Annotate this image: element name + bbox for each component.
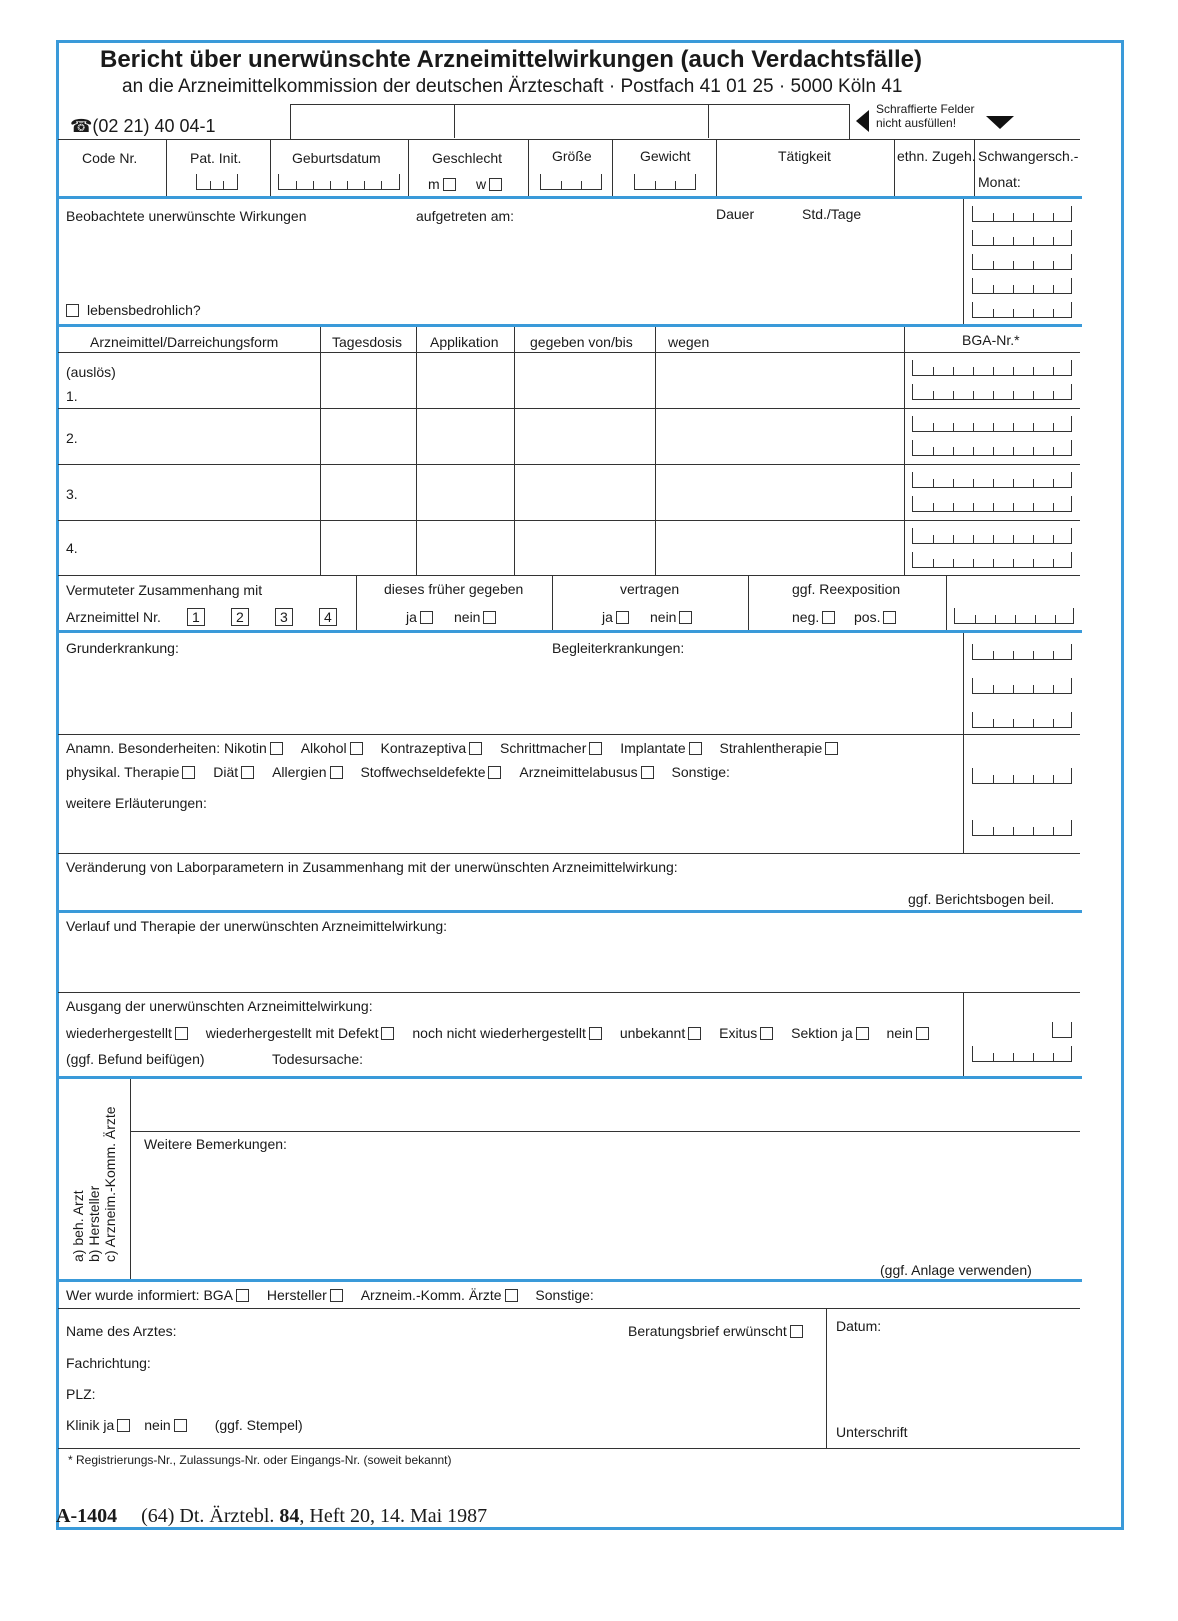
sex-label: Geschlecht bbox=[432, 150, 503, 166]
finding-label: (ggf. Befund beifügen) bbox=[66, 1051, 205, 1067]
advice-label: Beratungsbrief erwünscht bbox=[628, 1323, 803, 1339]
kontrazeptiva-checkbox[interactable] bbox=[469, 742, 482, 755]
ethnic-label: ethn. Zugeh. bbox=[897, 148, 976, 164]
height-label: Größe bbox=[552, 148, 592, 164]
course-label: Verlauf und Therapie der unerwünschten Arzneimittelwirkung: bbox=[66, 918, 448, 934]
recipient-c: c) Arzneim.-Komm. Ärzte bbox=[102, 1106, 118, 1262]
schrittmacher-checkbox[interactable] bbox=[589, 742, 602, 755]
birth-label: Geburtsdatum bbox=[292, 150, 381, 166]
implantate-checkbox[interactable] bbox=[689, 742, 702, 755]
recipient-a: a) beh. Arzt bbox=[70, 1190, 86, 1262]
bga-comb[interactable] bbox=[912, 528, 1072, 544]
signature-label: Unterschrift bbox=[836, 1424, 908, 1440]
clinic-nein-checkbox[interactable] bbox=[174, 1419, 187, 1432]
job-label: Tätigkeit bbox=[778, 148, 831, 164]
drug-nr-2[interactable]: 2 bbox=[231, 608, 249, 626]
dose-col: Tagesdosis bbox=[332, 334, 403, 350]
bga-col: BGA-Nr.* bbox=[962, 332, 1020, 348]
section-nein-checkbox[interactable] bbox=[916, 1027, 929, 1040]
death-cause: Todesursache: bbox=[272, 1051, 364, 1067]
physikal-checkbox[interactable] bbox=[182, 766, 195, 779]
bga-comb[interactable] bbox=[912, 496, 1072, 512]
earlier-nein: nein bbox=[454, 609, 496, 625]
trigger-label: (auslös) bbox=[66, 364, 116, 380]
doctor-name: Name des Arztes: bbox=[66, 1323, 177, 1339]
life-checkbox[interactable] bbox=[66, 304, 79, 317]
section-ja-checkbox[interactable] bbox=[856, 1027, 869, 1040]
arrow-down-icon bbox=[986, 116, 1014, 129]
pregnancy-label: Schwangersch.- bbox=[978, 148, 1079, 164]
diaet-checkbox[interactable] bbox=[241, 766, 254, 779]
drug-nr-4[interactable]: 4 bbox=[319, 608, 337, 626]
app-col: Applikation bbox=[430, 334, 499, 350]
code-comb[interactable] bbox=[972, 206, 1072, 222]
sex-w: w bbox=[476, 176, 502, 192]
anamnesis-line-2: physikal. Therapie Diät Allergien Stoffwechseldefekte Arzneimittelabusus Sonstige: bbox=[66, 764, 730, 780]
life-threatening: lebensbedrohlich? bbox=[66, 302, 201, 318]
exitus-checkbox[interactable] bbox=[760, 1027, 773, 1040]
reexpo-label: ggf. Reexposition bbox=[792, 581, 901, 597]
unknown-checkbox[interactable] bbox=[688, 1027, 701, 1040]
outcome-box[interactable] bbox=[1052, 1022, 1072, 1038]
outcome-options: wiederhergestellt wiederhergestellt mit Defekt noch nicht wiederhergestellt unbekannt Exitus Sektion ja nein bbox=[66, 1025, 929, 1041]
disease-comb[interactable] bbox=[972, 712, 1072, 728]
earlier-ja: ja bbox=[406, 609, 433, 625]
code-comb[interactable] bbox=[972, 254, 1072, 270]
attach-label: (ggf. Anlage verwenden) bbox=[880, 1262, 1032, 1278]
outcome-comb[interactable] bbox=[972, 1046, 1072, 1062]
bga-comb[interactable] bbox=[912, 440, 1072, 456]
birth-field[interactable] bbox=[278, 174, 400, 190]
month-label: Monat: bbox=[978, 174, 1021, 190]
phone-number: ☎(02 21) 40 04-1 bbox=[70, 116, 216, 136]
row-1: 1. bbox=[66, 388, 78, 404]
reexpo-neg: neg. bbox=[792, 609, 835, 625]
phone-icon: ☎ bbox=[70, 116, 93, 136]
recipient-b: b) Hersteller bbox=[86, 1185, 102, 1262]
disease-comb[interactable] bbox=[972, 678, 1072, 694]
drug-nr-1[interactable]: 1 bbox=[187, 608, 205, 626]
manufacturer-checkbox[interactable] bbox=[330, 1289, 343, 1302]
field-label: Fachrichtung: bbox=[66, 1355, 151, 1371]
suspected-label: Vermuteter Zusammenhang mit bbox=[66, 582, 263, 598]
more-explanations: weitere Erläuterungen: bbox=[66, 795, 207, 811]
row-2: 2. bbox=[66, 430, 78, 446]
further-remarks: Weitere Bemerkungen: bbox=[144, 1136, 287, 1152]
pat-init-field[interactable] bbox=[196, 174, 238, 190]
strahlentherapie-checkbox[interactable] bbox=[825, 742, 838, 755]
sex-m-checkbox[interactable] bbox=[443, 178, 456, 191]
because-col: wegen bbox=[668, 334, 710, 350]
bga-comb[interactable] bbox=[912, 384, 1072, 400]
tolerated-ja: ja bbox=[602, 609, 629, 625]
anamnesis-comb[interactable] bbox=[972, 820, 1072, 836]
code-label: Code Nr. bbox=[82, 150, 138, 166]
alkohol-checkbox[interactable] bbox=[350, 742, 363, 755]
outcome-title: Ausgang der unerwünschten Arzneimittelwirkung: bbox=[66, 998, 373, 1014]
accomp-disease: Begleiterkrankungen: bbox=[552, 640, 685, 656]
occurred-label: aufgetreten am: bbox=[416, 208, 515, 224]
disease-comb[interactable] bbox=[972, 644, 1072, 660]
nikotin-checkbox[interactable] bbox=[270, 742, 283, 755]
anamnesis-comb[interactable] bbox=[972, 768, 1072, 784]
weight-field[interactable] bbox=[634, 174, 696, 190]
shaded-fields bbox=[290, 104, 850, 139]
restored-checkbox[interactable] bbox=[175, 1027, 188, 1040]
height-field[interactable] bbox=[540, 174, 602, 190]
given-col: gegeben von/bis bbox=[530, 334, 633, 350]
citation: A-1404 (64) Dt. Ärztebl. 84, Heft 20, 14. Mai 1987 bbox=[56, 1505, 488, 1527]
earlier-nein-checkbox[interactable] bbox=[483, 611, 496, 624]
bga-checkbox[interactable] bbox=[236, 1289, 249, 1302]
tolerated-label: vertragen bbox=[620, 581, 680, 597]
reexpo-pos: pos. bbox=[854, 609, 896, 625]
code-comb[interactable] bbox=[972, 302, 1072, 318]
bga-comb[interactable] bbox=[912, 472, 1072, 488]
abusus-checkbox[interactable] bbox=[641, 766, 654, 779]
clinic-ja-checkbox[interactable] bbox=[117, 1419, 130, 1432]
not-restored-checkbox[interactable] bbox=[589, 1027, 602, 1040]
bga-comb[interactable] bbox=[912, 416, 1072, 432]
pat-init-label: Pat. Init. bbox=[190, 150, 242, 166]
informed-line: Wer wurde informiert: BGA Hersteller Arzneim.-Komm. Ärzte Sonstige: bbox=[66, 1287, 594, 1303]
bga-comb[interactable] bbox=[912, 552, 1072, 568]
sex-m: m bbox=[428, 176, 456, 192]
reexpo-neg-checkbox[interactable] bbox=[822, 611, 835, 624]
duration-label: Dauer bbox=[716, 206, 755, 222]
arrow-left-icon bbox=[856, 110, 869, 132]
earlier-ja-checkbox[interactable] bbox=[420, 611, 433, 624]
earlier-label: dieses früher gegeben bbox=[384, 581, 524, 597]
stoffwechsel-checkbox[interactable] bbox=[488, 766, 501, 779]
shaded-note-2: nicht ausfüllen! bbox=[876, 116, 957, 130]
advice-checkbox[interactable] bbox=[790, 1325, 803, 1338]
commission-checkbox[interactable] bbox=[505, 1289, 518, 1302]
row-4: 4. bbox=[66, 540, 78, 556]
form-title: Bericht über unerwünschte Arzneimittelwirkungen (auch Verdachtsfälle) bbox=[100, 46, 922, 73]
code-comb[interactable] bbox=[972, 230, 1072, 246]
bga-comb[interactable] bbox=[912, 360, 1072, 376]
observed-label: Beobachtete unerwünschte Wirkungen bbox=[66, 208, 307, 224]
date-label: Datum: bbox=[836, 1318, 882, 1334]
tolerated-ja-checkbox[interactable] bbox=[616, 611, 629, 624]
tolerated-nein: nein bbox=[650, 609, 692, 625]
row-3: 3. bbox=[66, 486, 78, 502]
drug-nr: Arzneimittel Nr. 1 2 3 4 bbox=[66, 608, 341, 626]
allergien-checkbox[interactable] bbox=[330, 766, 343, 779]
sex-w-checkbox[interactable] bbox=[489, 178, 502, 191]
tolerated-nein-checkbox[interactable] bbox=[679, 611, 692, 624]
form-subtitle: an die Arzneimittelkommission der deutschen Ärzteschaft · Postfach 41 01 25 · 5000 Köln 41 bbox=[122, 76, 903, 97]
restored-defect-checkbox[interactable] bbox=[381, 1027, 394, 1040]
footnote: * Registrierungs-Nr., Zulassungs-Nr. oder Eingangs-Nr. (soweit bekannt) bbox=[68, 1453, 452, 1467]
shaded-note-1: Schraffierte Felder bbox=[876, 102, 975, 116]
weight-label: Gewicht bbox=[640, 148, 691, 164]
clinic-line: Klinik ja nein (ggf. Stempel) bbox=[66, 1417, 303, 1433]
reexpo-pos-checkbox[interactable] bbox=[883, 611, 896, 624]
drug-nr-3[interactable]: 3 bbox=[275, 608, 293, 626]
code-comb[interactable] bbox=[972, 278, 1072, 294]
lab-label: Veränderung von Laborparametern in Zusammenhang mit der unerwünschten Arzneimittelwirkung: bbox=[66, 859, 678, 875]
anamnesis-line-1: Anamn. Besonderheiten: Nikotin Alkohol Kontrazeptiva Schrittmacher Implantate Strahlentherapie bbox=[66, 740, 838, 756]
report-label: ggf. Berichtsbogen beil. bbox=[908, 891, 1055, 907]
plz-label: PLZ: bbox=[66, 1386, 96, 1402]
drug-col: Arzneimittel/Darreichungsform bbox=[90, 334, 279, 350]
duration-unit: Std./Tage bbox=[802, 206, 862, 222]
relation-comb[interactable] bbox=[954, 608, 1074, 624]
basic-disease: Grunderkrankung: bbox=[66, 640, 179, 656]
